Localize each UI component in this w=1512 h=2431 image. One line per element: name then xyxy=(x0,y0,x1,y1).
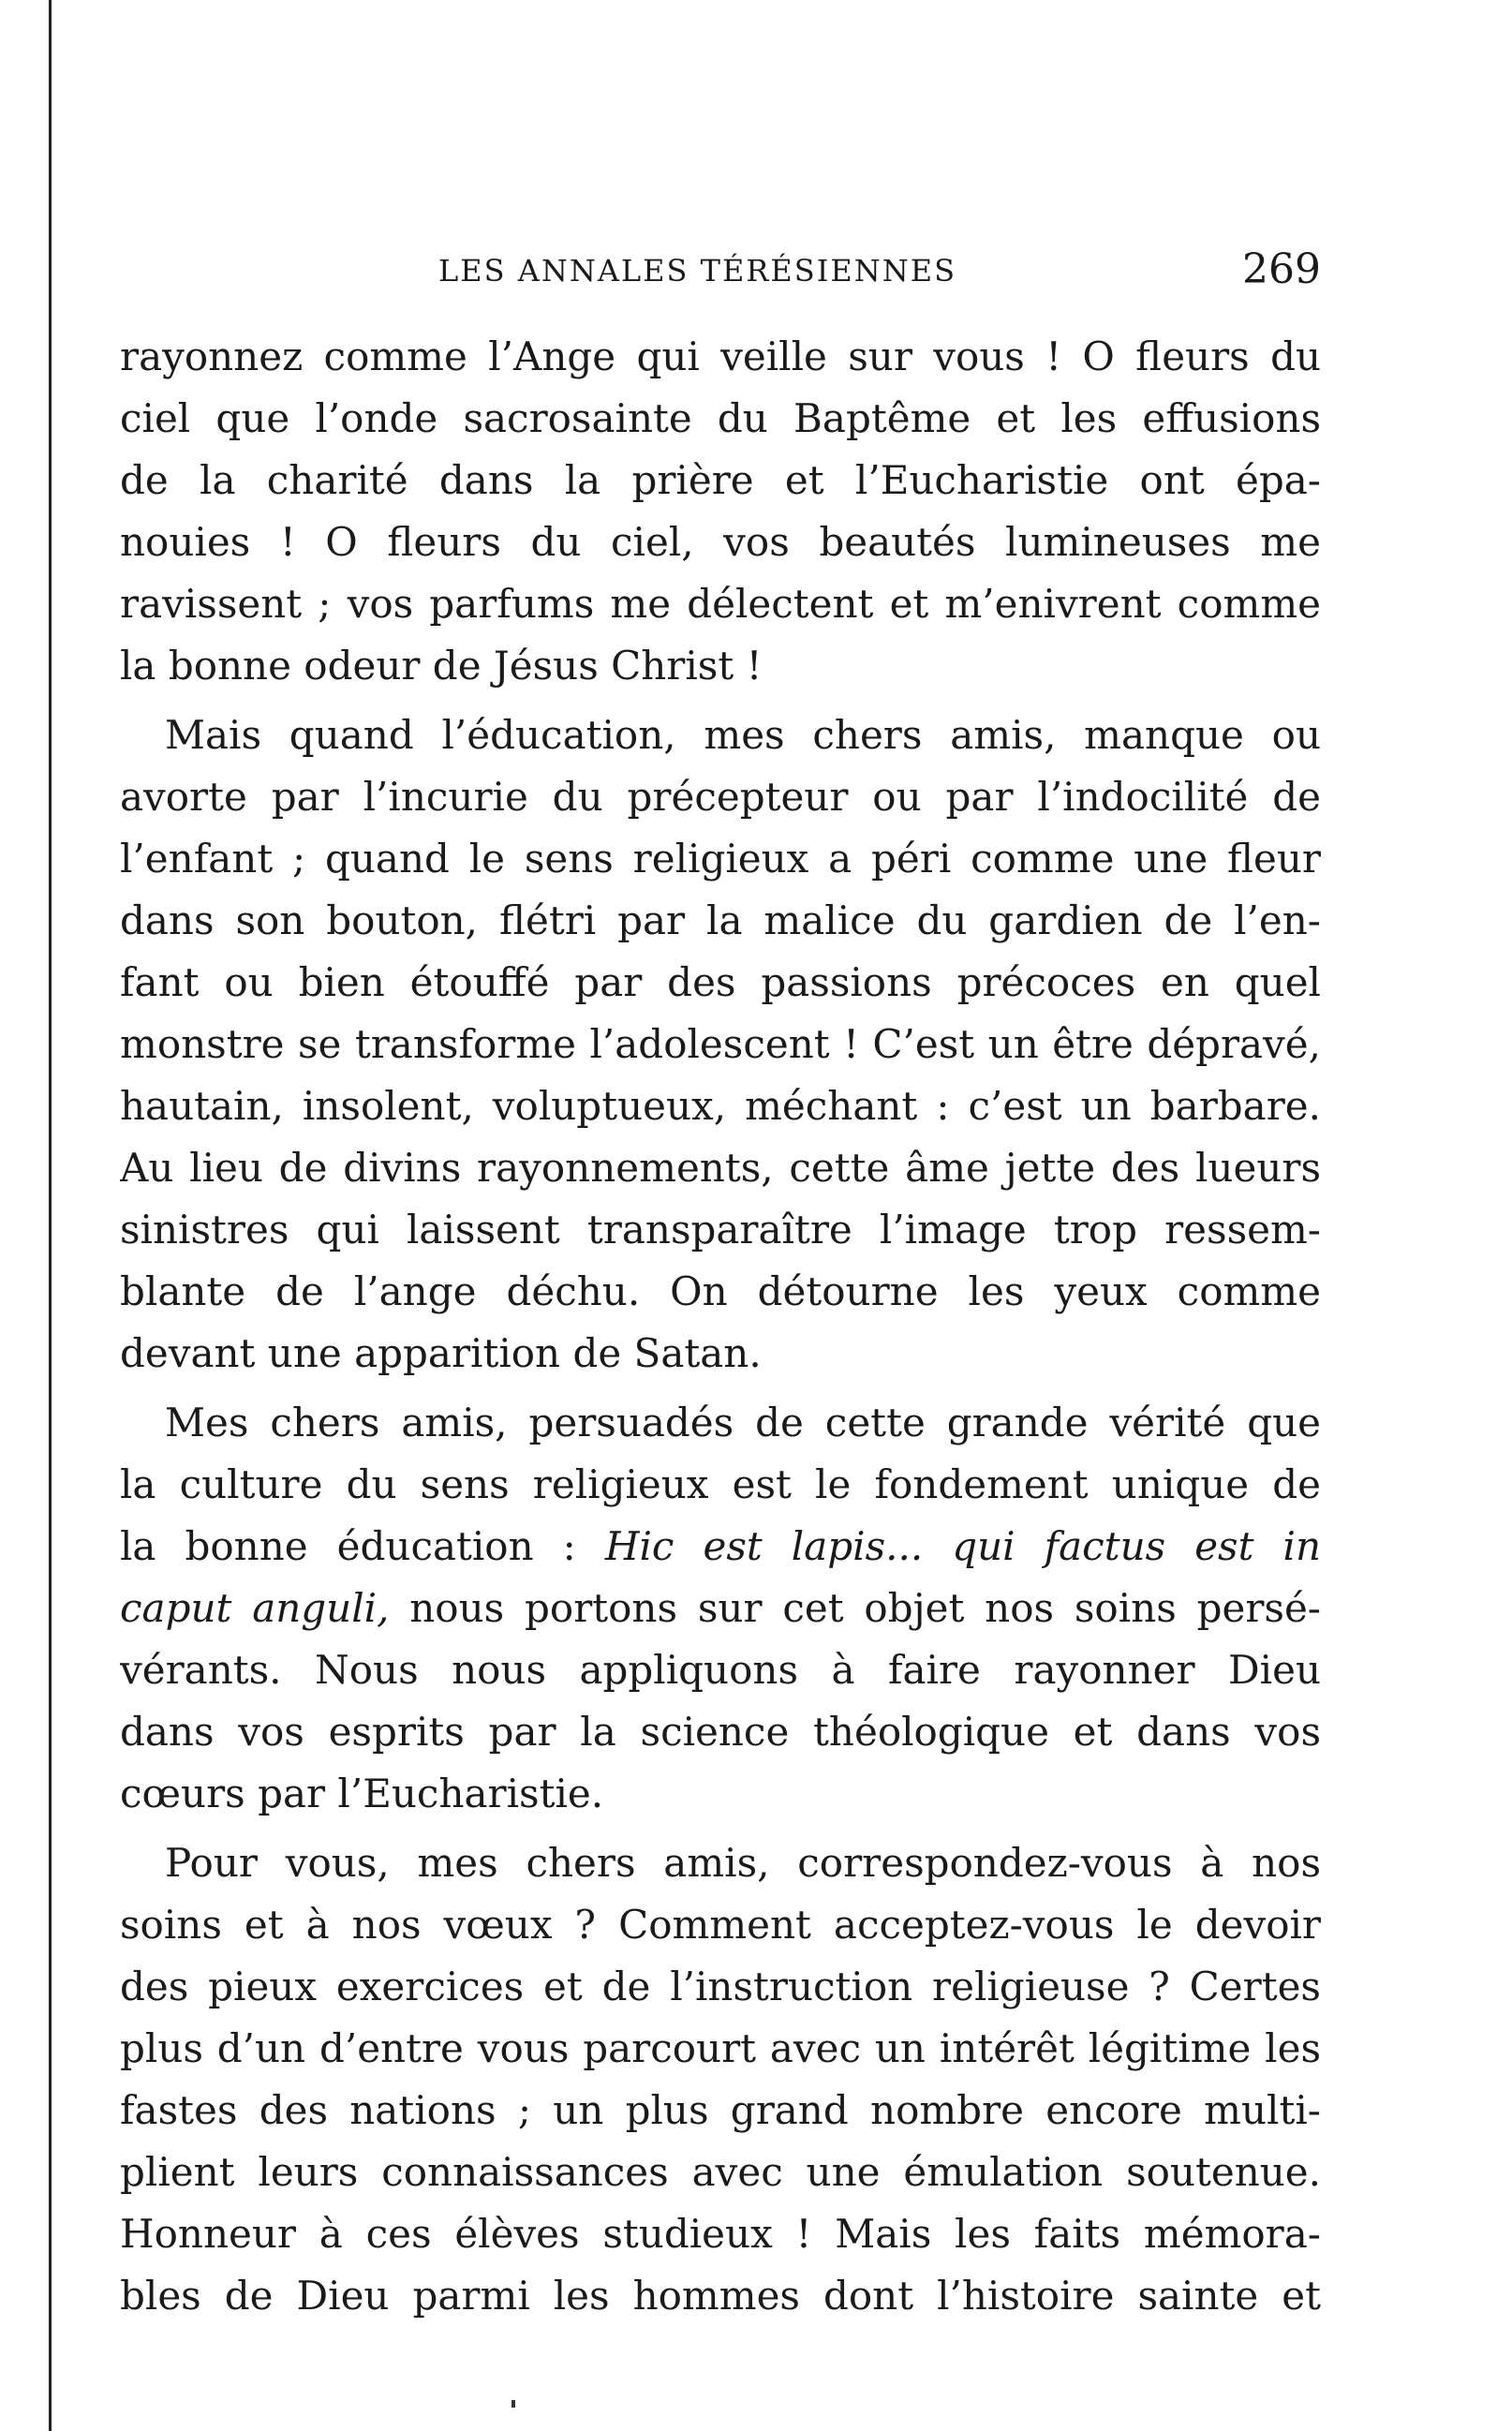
text-line: Pour vous, mes chers amis, correspondez-vous à nos xyxy=(165,1840,1321,1886)
text-line: la culture du sens religieux est le fondement unique de xyxy=(120,1461,1321,1507)
text-line xyxy=(120,1578,1321,1639)
text-line xyxy=(120,1516,1321,1578)
text-line: dans vos esprits par la science théologique et dans vos xyxy=(120,1709,1321,1755)
text-line: la bonne odeur de Jésus Christ ! xyxy=(120,643,763,689)
print-speck xyxy=(511,2400,515,2408)
running-head xyxy=(120,245,1321,302)
body-text xyxy=(120,326,1321,2335)
text-line: nouies ! O fleurs du ciel, vos beautés lumineuses me xyxy=(120,519,1321,565)
text-line: hautain, insolent, voluptueux, méchant : c’est un barbare. xyxy=(120,1083,1321,1129)
left-margin-rule xyxy=(49,0,52,2431)
paragraph-2 xyxy=(120,704,1321,1385)
text-line: cœurs par l’Eucharistie. xyxy=(120,1771,604,1816)
text-line: sinistres qui laissent transparaître l’image trop ressem- xyxy=(120,1207,1321,1253)
text-line: ravissent ; vos parfums me délectent et m’enivrent comme xyxy=(120,581,1321,627)
text-line: l’enfant ; quand le sens religieux a péri comme une fleur xyxy=(120,836,1321,882)
text-line: plient leurs connaissances avec une émulation soutenue. xyxy=(120,2149,1321,2195)
text-line: avorte par l’incurie du précepteur ou par l’indocilité de xyxy=(120,774,1321,820)
text-line: Mes chers amis, persuadés de cette grande vérité que xyxy=(165,1400,1321,1445)
text-line: de la charité dans la prière et l’Eucharistie ont épa- xyxy=(120,457,1321,503)
text-line: Au lieu de divins rayonnements, cette âme jette des lueurs xyxy=(120,1145,1321,1191)
text-segment: nous portons sur cet objet nos soins persé- xyxy=(389,1585,1321,1631)
text-line: bles de Dieu parmi les hommes dont l’histoire sainte et xyxy=(120,2273,1321,2319)
text-line: vérants. Nous nous appliquons à faire rayonner Dieu xyxy=(120,1647,1321,1693)
text-line: Mais quand l’éducation, mes chers amis, manque ou xyxy=(165,712,1321,758)
text-line: Honneur à ces élèves studieux ! Mais les faits mémora- xyxy=(120,2211,1321,2257)
text-line: des pieux exercices et de l’instruction religieuse ? Certes xyxy=(120,1964,1321,2009)
page-number: 269 xyxy=(1242,245,1321,293)
text-line: ciel que l’onde sacrosainte du Baptême et les effusions xyxy=(120,395,1321,441)
paragraph-1 xyxy=(120,326,1321,697)
paragraph-3 xyxy=(120,1392,1321,1825)
text-line: fastes des nations ; un plus grand nombre encore multi- xyxy=(120,2087,1321,2133)
latin-quotation: Hic est lapis... qui factus est in xyxy=(604,1523,1321,1569)
text-segment: la bonne éducation : xyxy=(120,1523,605,1569)
paragraph-4 xyxy=(120,1832,1321,2327)
text-line: dans son bouton, flétri par la malice du gardien de l’en- xyxy=(120,897,1321,943)
text-line: blante de l’ange déchu. On détourne les yeux comme xyxy=(120,1268,1321,1314)
text-line: monstre se transforme l’adolescent ! C’est un être dépravé, xyxy=(120,1021,1321,1067)
running-title: LES ANNALES TÉRÉSIENNES xyxy=(438,253,956,289)
text-line: soins et à nos vœux ? Comment acceptez-vous le devoir xyxy=(120,1902,1321,1948)
latin-quotation-end: caput anguli, xyxy=(120,1585,390,1631)
text-line: fant ou bien étouffé par des passions précoces en quel xyxy=(120,959,1321,1005)
text-line: devant une apparition de Satan. xyxy=(120,1330,762,1376)
text-line: plus d’un d’entre vous parcourt avec un intérêt légitime les xyxy=(120,2025,1321,2071)
text-line: rayonnez comme l’Ange qui veille sur vous ! O fleurs du xyxy=(120,334,1321,379)
